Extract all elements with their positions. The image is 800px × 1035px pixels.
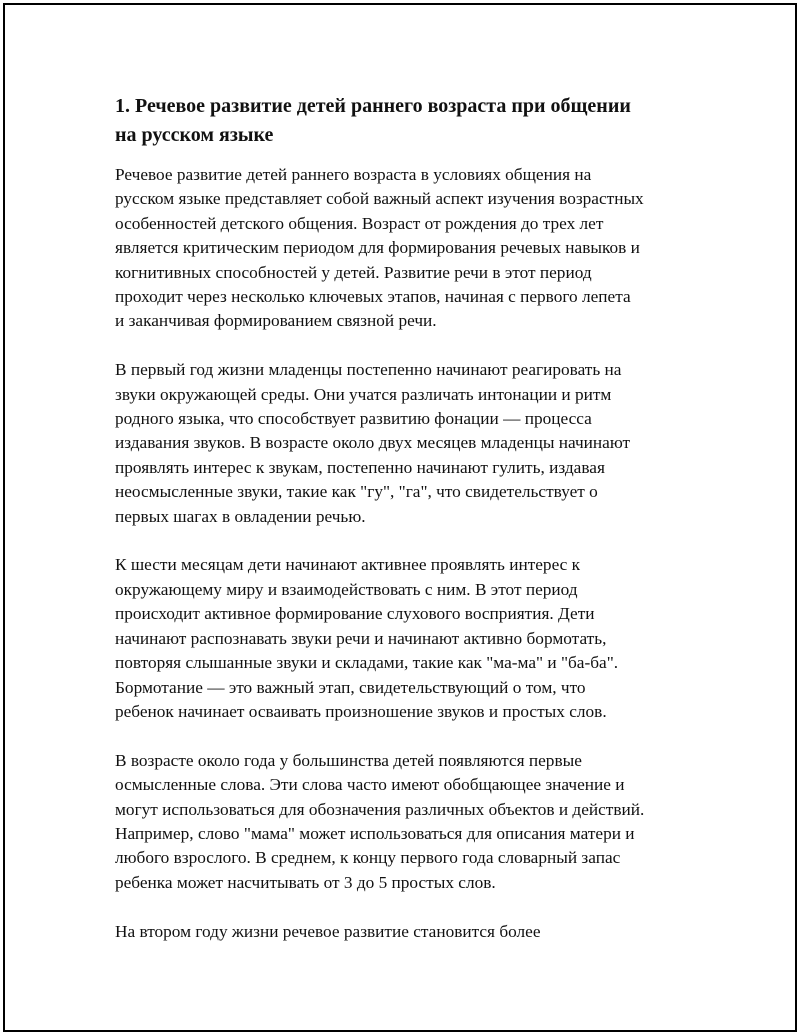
text-line: русском языке представляет собой важный аспект изучения возрастных — [115, 189, 644, 209]
paragraph-second-year — [115, 920, 695, 944]
paragraph-six-months — [115, 553, 695, 724]
text-line: Например, слово "мама" может использоваться для описания матери и — [115, 823, 635, 843]
text-line: повторяя слышанные звуки и складами, такие как "ма-ма" и "ба-ба". — [115, 653, 619, 673]
paragraph-one-year — [115, 749, 695, 895]
text-line: особенностей детского общения. Возраст от рождения до трех лет — [115, 213, 604, 233]
paragraph-first-year — [115, 358, 695, 529]
heading-line: 1. Речевое развитие детей раннего возраста при общении — [115, 95, 631, 117]
text-line: и заканчивая формированием связной речи. — [115, 311, 437, 331]
section-heading — [115, 92, 695, 150]
document-body — [115, 92, 695, 968]
text-line: Речевое развитие детей раннего возраста в условиях общения на — [115, 165, 592, 184]
text-line: издавания звуков. В возрасте около двух месяцев младенцы начинают — [115, 433, 631, 453]
heading-line: на русском языке — [115, 124, 274, 146]
text-line: неосмысленные звуки, такие как "гу", "га", что свидетельствует о — [115, 482, 598, 502]
text-line: В первый год жизни младенцы постепенно начинают реагировать на — [115, 360, 622, 380]
text-line: ребенок начинает осваивать произношение звуков и простых слов. — [115, 701, 607, 721]
text-line: является критическим периодом для формирования речевых навыков и — [115, 238, 640, 258]
text-line: К шести месяцам дети начинают активнее проявлять интерес к — [115, 555, 581, 575]
text-line: окружающему миру и взаимодействовать с ним. В этот период — [115, 579, 578, 599]
text-line: На втором году жизни речевое развитие становится более — [115, 921, 541, 941]
text-line: проявлять интерес к звукам, постепенно начинают гулить, издавая — [115, 457, 605, 477]
paragraph-intro — [115, 163, 695, 334]
text-line: любого взрослого. В среднем, к концу первого года словарный запас — [115, 848, 621, 868]
text-line: когнитивных способностей у детей. Развитие речи в этот период — [115, 262, 592, 282]
text-line: ребенка может насчитывать от 3 до 5 простых слов. — [115, 872, 496, 892]
text-line: В возрасте около года у большинства детей появляются первые — [115, 750, 582, 770]
text-line: происходит активное формирование слухового восприятия. Дети — [115, 604, 595, 624]
text-line: звуки окружающей среды. Они учатся различать интонации и ритм — [115, 384, 612, 404]
text-line: могут использоваться для обозначения различных объектов и действий. — [115, 799, 645, 819]
text-line: Бормотание — это важный этап, свидетельствующий о том, что — [115, 677, 586, 697]
text-line: начинают распознавать звуки речи и начинают активно бормотать, — [115, 628, 607, 648]
text-line: первых шагах в овладении речью. — [115, 506, 366, 526]
text-line: родного языка, что способствует развитию фонации — процесса — [115, 409, 592, 429]
text-line: осмысленные слова. Эти слова часто имеют обобщающее значение и — [115, 775, 625, 795]
text-line: проходит через несколько ключевых этапов, начиная с первого лепета — [115, 287, 631, 307]
